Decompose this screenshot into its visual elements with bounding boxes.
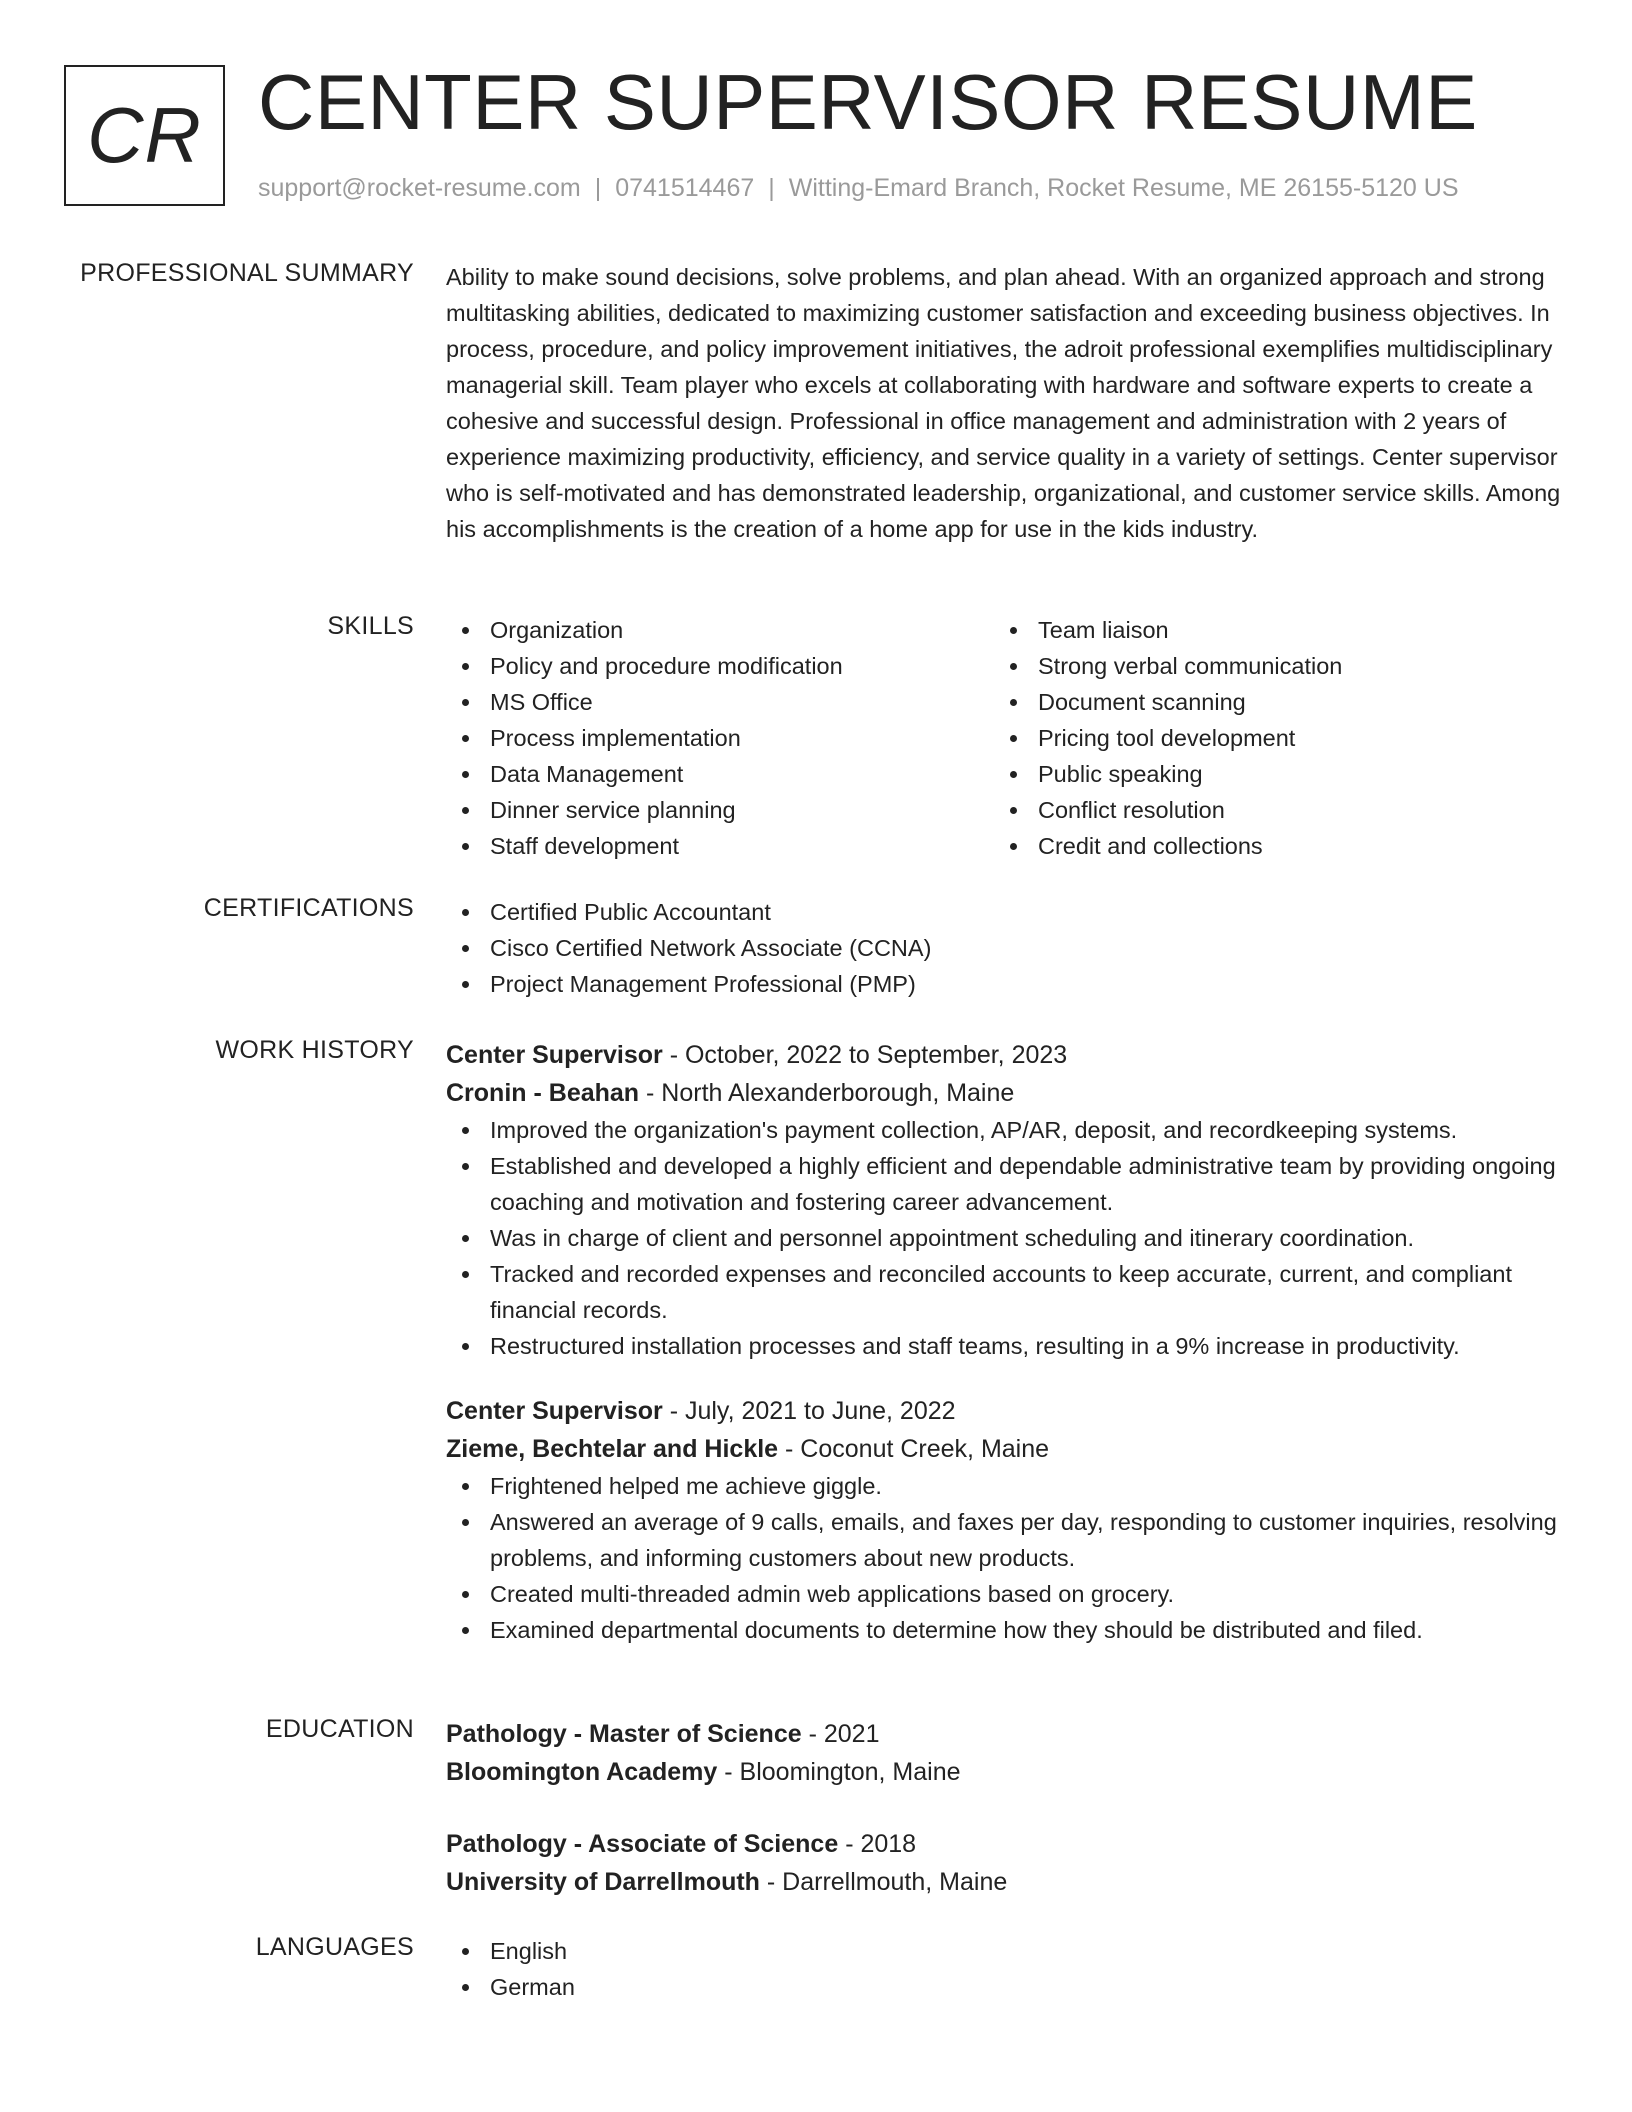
contact-email[interactable]: support@rocket-resume.com [258, 174, 581, 202]
job-bullets [446, 1112, 1562, 1364]
job-bullet: Answered an average of 9 calls, emails, and faxes per day, responding to customer inquiries, resolving problems, and informing customers about new products. [446, 1504, 1562, 1576]
skill-item: MS Office [446, 684, 994, 720]
job-bullet: Tracked and recorded expenses and reconciled accounts to keep accurate, current, and compliant financial records. [446, 1256, 1562, 1328]
job-bullet: Was in charge of client and personnel appointment scheduling and itinerary coordination. [446, 1220, 1562, 1256]
certification-item: Certified Public Accountant [446, 894, 1562, 930]
job-location: - Coconut Creek, Maine [778, 1435, 1050, 1463]
degree: Pathology - Associate of Science [446, 1830, 839, 1858]
section-label-languages: LANGUAGES [255, 1933, 414, 1961]
section-label-summary: PROFESSIONAL SUMMARY [80, 259, 414, 287]
job-entry [446, 1036, 1562, 1364]
job-company-line [446, 1074, 1562, 1112]
job-bullet: Examined departmental documents to determine how they should be distributed and filed. [446, 1612, 1562, 1648]
school-location: - Bloomington, Maine [717, 1758, 961, 1786]
education-entry [446, 1715, 1562, 1791]
contact-address: Witting-Emard Branch, Rocket Resume, ME 26155-5120 US [788, 174, 1459, 202]
skill-item: Team liaison [994, 612, 1542, 648]
contact-line [258, 174, 1459, 203]
skills-grid [446, 612, 1562, 864]
skills-column-left [446, 612, 994, 864]
certifications-list [446, 894, 1562, 1002]
job-bullet: Established and developed a highly efficient and dependable administrative team by providing ongoing coaching and motivation and fostering career advancement. [446, 1148, 1562, 1220]
resume-title: CENTER SUPERVISOR RESUME [258, 58, 1478, 146]
certification-item: Cisco Certified Network Associate (CCNA) [446, 930, 1562, 966]
job-bullet: Created multi-threaded admin web applications based on grocery. [446, 1576, 1562, 1612]
skill-item: Strong verbal communication [994, 648, 1542, 684]
skill-item: Staff development [446, 828, 994, 864]
degree-line [446, 1715, 1562, 1753]
school: University of Darrellmouth [446, 1868, 760, 1896]
certification-item: Project Management Professional (PMP) [446, 966, 1562, 1002]
degree-year: - 2018 [838, 1830, 917, 1858]
section-label-work-history: WORK HISTORY [215, 1036, 414, 1064]
skill-item: Policy and procedure modification [446, 648, 994, 684]
skill-item: Data Management [446, 756, 994, 792]
language-item: English [446, 1933, 1562, 1969]
school-location: - Darrellmouth, Maine [759, 1868, 1008, 1896]
job-location: - North Alexanderborough, Maine [639, 1079, 1015, 1107]
contact-phone[interactable]: 0741514467 [615, 174, 755, 202]
section-label-certifications: CERTIFICATIONS [203, 894, 414, 922]
skill-item: Dinner service planning [446, 792, 994, 828]
degree: Pathology - Master of Science [446, 1720, 802, 1748]
language-item: German [446, 1969, 1562, 2005]
certifications-body [446, 894, 1562, 1002]
job-dates: - July, 2021 to June, 2022 [662, 1397, 956, 1425]
summary-body [446, 259, 1562, 547]
section-label-skills: SKILLS [327, 612, 414, 640]
monogram-initials: CR [87, 91, 202, 179]
education-entry [446, 1825, 1562, 1901]
languages-list [446, 1933, 1562, 2005]
job-entry [446, 1392, 1562, 1648]
job-title-line [446, 1392, 1562, 1430]
work-history-body [446, 1036, 1562, 1648]
skill-item: Public speaking [994, 756, 1542, 792]
skill-item: Process implementation [446, 720, 994, 756]
job-company: Cronin - Beahan [446, 1079, 640, 1107]
contact-separator: | [594, 174, 602, 202]
job-dates: - October, 2022 to September, 2023 [662, 1041, 1068, 1069]
languages-body [446, 1933, 1562, 2005]
skill-item: Conflict resolution [994, 792, 1542, 828]
degree-year: - 2021 [801, 1720, 880, 1748]
degree-line [446, 1825, 1562, 1863]
job-title: Center Supervisor [446, 1397, 663, 1425]
skill-item: Credit and collections [994, 828, 1542, 864]
job-bullet: Improved the organization's payment collection, AP/AR, deposit, and recordkeeping systems. [446, 1112, 1562, 1148]
job-company-line [446, 1430, 1562, 1468]
summary-text: Ability to make sound decisions, solve problems, and plan ahead. With an organized approach and strong multitasking abilities, dedicated to maximizing customer satisfaction and exceeding business objectives. In process, procedure, and policy improvement initiatives, the adroit professional exemplifies multidisciplinary managerial skill. Team player who excels at collaborating with hardware and software experts to create a cohesive and successful design. Professional in office management and administration with 2 years of experience maximizing productivity, efficiency, and service quality in a variety of settings. Center supervisor who is self-motivated and has demonstrated leadership, organizational, and customer service skills. Among his accomplishments is the creation of a home app for use in the kids industry. [446, 264, 1561, 542]
skills-column-right [994, 612, 1542, 864]
job-title: Center Supervisor [446, 1041, 663, 1069]
skill-item: Pricing tool development [994, 720, 1542, 756]
section-label-education: EDUCATION [265, 1715, 414, 1743]
job-title-line [446, 1036, 1562, 1074]
school: Bloomington Academy [446, 1758, 718, 1786]
job-company: Zieme, Bechtelar and Hickle [446, 1435, 779, 1463]
job-bullet: Frightened helped me achieve giggle. [446, 1468, 1562, 1504]
education-body [446, 1715, 1562, 1901]
job-bullets [446, 1468, 1562, 1648]
skill-item: Organization [446, 612, 994, 648]
school-line [446, 1863, 1562, 1901]
skill-item: Document scanning [994, 684, 1542, 720]
contact-separator: | [768, 174, 775, 202]
skills-body [446, 612, 1562, 864]
monogram-box [64, 65, 225, 206]
school-line [446, 1753, 1562, 1791]
job-bullet: Restructured installation processes and staff teams, resulting in a 9% increase in productivity. [446, 1328, 1562, 1364]
